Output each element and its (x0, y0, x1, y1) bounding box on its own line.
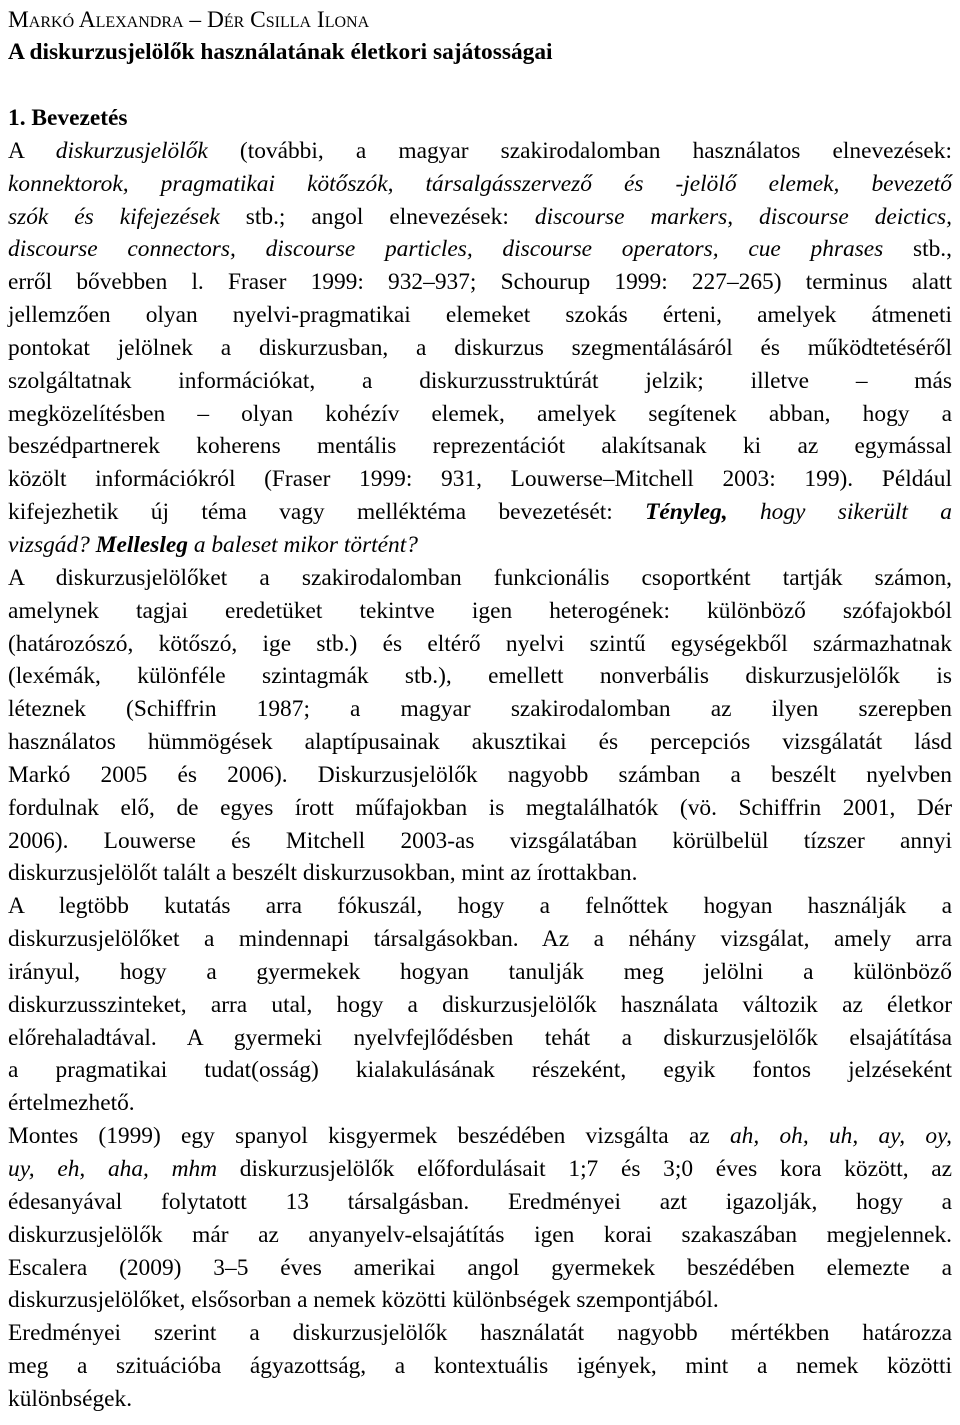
text-line: Markó 2005 és 2006). Diskurzusjelölők nagyobb számban a beszélt nyelvben (8, 761, 952, 788)
section-heading (8, 102, 952, 135)
text-run: stb.; angol elnevezések: (219, 203, 535, 230)
text-line: fordulnak elő, de egyes írott műfajokban is megtalálhatók (vö. Schiffrin 2001, Dér (8, 794, 952, 821)
text-line: Eredményei szerint a diskurzusjelölők használatát nagyobb mértékben határozza (8, 1320, 952, 1347)
text-line: diskurzusjelölők már az anyanyelv-elsajátítás igen korai szakaszában megjelennek. (8, 1221, 952, 1248)
text-line: amelynek tagjai eredetüket tekintve igen heterogének: különböző szófajokból (8, 597, 952, 624)
text-run: (további, a magyar szakirodalomban használatos elnevezések: (207, 137, 953, 164)
text-line (8, 1120, 952, 1153)
text-line: meg a szituációba ágyazottság, a kontextuális igények, mint a nemek közötti (8, 1353, 952, 1380)
example-text: vizsgád? (8, 531, 96, 558)
text-line (8, 168, 952, 201)
section-title: Bevezetés (31, 105, 128, 131)
text-line: értelmezhető. (8, 1090, 135, 1117)
example-marker: Mellesleg (95, 531, 188, 558)
text-line (8, 496, 952, 529)
text-line: szolgáltatnak információkat, a diskurzusstruktúrát jelzik; illetve – más (8, 367, 952, 394)
text-line (8, 135, 952, 168)
italic-term: diskurzusjelölők (55, 137, 208, 164)
italic-term: uy, eh, aha, mhm (8, 1156, 218, 1182)
text-line: (lexémák, különféle szintagmák stb.), emellett nonverbális diskurzusjelölők is (8, 663, 952, 690)
text-line: diskurzusjelölőt talált a beszélt diskurzusokban, mint az írottakban. (8, 860, 638, 887)
text-line: A legtöbb kutatás arra fókuszál, hogy a felnőttek hogyan használják a (8, 893, 952, 920)
text-line (8, 201, 952, 234)
text-run: stb., (883, 236, 952, 263)
text-line: a pragmatikai tudat(osság) kialakulásának részeként, egyik fontos jelzéseként (8, 1057, 952, 1084)
text-run: kifejezhetik új téma vagy melléktéma bevezetését: (8, 499, 646, 526)
text-line: diskurzusjelölőket a mindennapi társalgásokban. Az a néhány vizsgálat, amely arra (8, 926, 952, 953)
text-line: jellemzően olyan nyelvi-pragmatikai elemeket szokás érteni, amelyek átmeneti (8, 302, 952, 329)
example-marker: Tényleg, (645, 499, 728, 526)
text-line: használatos hümmögések alaptípusainak akusztikai és percepciós vizsgálatát lásd (8, 729, 952, 756)
body-text (8, 135, 952, 1416)
text-line (8, 1153, 952, 1186)
text-line: léteznek (Schiffrin 1987; a magyar szakirodalomban az ilyen szerepben (8, 696, 952, 723)
text-line: 2006). Louwerse és Mitchell 2003-as vizsgálatában körülbelül tízszer annyi (8, 827, 952, 854)
text-line: irányul, hogy a gyermekek hogyan tanulják meg jelölni a különböző (8, 958, 952, 985)
section-number: 1. (8, 105, 26, 131)
text-line (8, 529, 952, 562)
text-line: diskurzusszinteket, arra utal, hogy a diskurzusjelölők használata változik az életkor (8, 991, 952, 1018)
text-run: diskurzusjelölők előfordulásait 1;7 és 3;0 éves kora között, az (217, 1156, 952, 1182)
text-line: megközelítésben – olyan kohézív elemek, amelyek segítenek abban, hogy a (8, 400, 952, 427)
text-run: Montes (1999) egy spanyol kisgyermek beszédében vizsgálta az (8, 1123, 730, 1150)
text-line (8, 233, 952, 266)
italic-term: discourse connectors, discourse particles, discourse operators, cue phrases (8, 236, 884, 263)
example-text: hogy sikerült a (727, 499, 952, 526)
italic-term: discourse markers, discourse deictics, (534, 203, 952, 230)
text-line: előrehaladtával. A gyermeki nyelvfejlődésben tehát a diskurzusjelölők elsajátítása (8, 1024, 952, 1051)
text-line: közölt információkról (Fraser 1999: 931, Louwerse–Mitchell 2003: 199). Például (8, 466, 952, 493)
text-line: különbségek. (8, 1385, 133, 1412)
text-line: édesanyával folytatott 13 társalgásban. Eredményei azt igazolják, hogy a (8, 1188, 952, 1215)
example-text: a baleset mikor történt? (187, 531, 418, 558)
text-line: erről bővebben l. Fraser 1999: 932–937; Schourup 1999: 227–265) terminus alatt (8, 269, 952, 296)
text-line: (határozószó, kötőszó, ige stb.) és eltérő nyelvi szintű egységekből származhatnak (8, 630, 952, 657)
italic-term: szók és kifejezések (8, 203, 220, 230)
text-line: pontokat jelölnek a diskurzusban, a diskurzus szegmentálásáról és működtetéséről (8, 334, 952, 361)
text-line: diskurzusjelölőket, elsősorban a nemek közötti különbségek szempontjából. (8, 1287, 719, 1314)
paper-title: A diskurzusjelölők használatának életkori sajátosságai (8, 39, 553, 65)
text-run: A (8, 137, 56, 164)
italic-term: ah, oh, uh, ay, oy, (729, 1123, 953, 1150)
author-names: Markó Alexandra – Dér Csilla Ilona (8, 7, 370, 33)
text-line: Escalera (2009) 3–5 éves amerikai angol gyermekek beszédében elemezte a (8, 1254, 952, 1281)
text-line: beszédpartnerek koherens mentális reprezentációt alakítsanak ki az egymással (8, 433, 952, 460)
text-line: A diskurzusjelölőket a szakirodalomban funkcionális csoportként tartják számon, (8, 564, 952, 591)
italic-term: konnektorok, pragmatikai kötőszók, társalgásszervező és -jelölő elemek, bevezető (8, 170, 952, 197)
